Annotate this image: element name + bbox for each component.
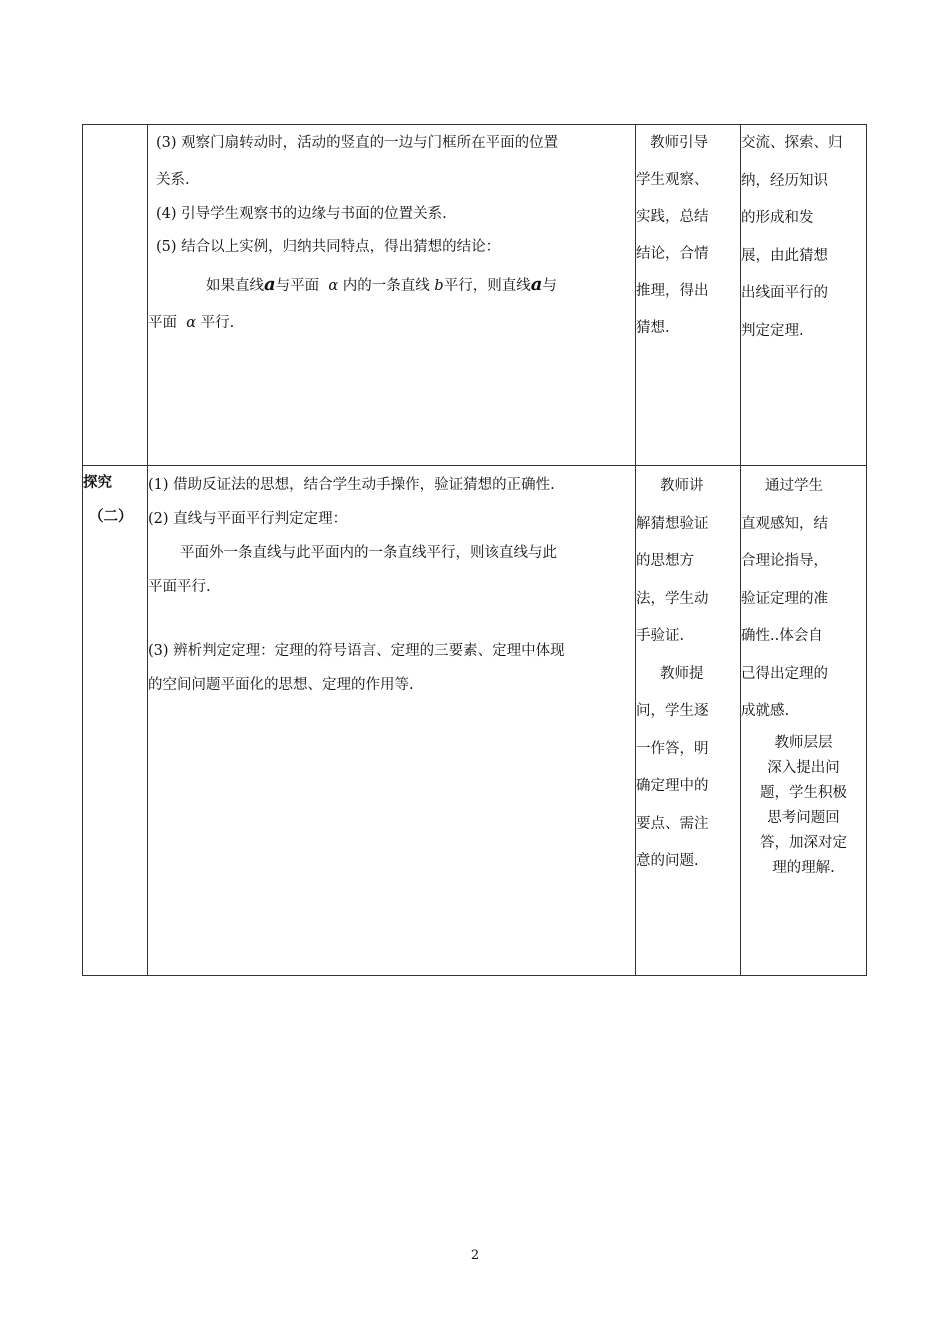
intent-line: 直观感知，结 xyxy=(741,515,828,532)
intent-line: 思考问题回 xyxy=(767,809,840,826)
plane-alpha: α xyxy=(186,315,197,331)
stage-label-cell xyxy=(83,466,148,976)
teacher-line: 推理，得出 xyxy=(636,283,709,299)
page-number: 2 xyxy=(470,1248,480,1263)
design-intent-cell xyxy=(741,125,867,466)
step-1: (1) 借助反证法的思想，结合学生动手操作，验证猜想的正确性. xyxy=(148,477,555,493)
teacher-line: 教师提 xyxy=(660,665,704,682)
step-2: (2) 直线与平面平行判定定理： xyxy=(148,511,348,527)
intent-line: 判定定理. xyxy=(741,322,804,339)
step-3-line-1: (3) 观察门扇转动时，活动的竖直的一边与门框所在平面的位置 xyxy=(156,135,559,151)
teacher-line: 结论，合情 xyxy=(636,246,709,262)
conjecture-text: 内的一条直线 xyxy=(342,278,430,294)
teacher-line: 一作答，明 xyxy=(636,740,709,757)
intent-line: 的形成和发 xyxy=(741,210,814,226)
table-row xyxy=(83,466,867,976)
conjecture-text: 与 xyxy=(542,278,557,294)
step-4: (4) 引导学生观察书的边缘与书面的位置关系. xyxy=(156,206,447,222)
step-3-line-2: 的空间问题平面化的思想、定理的作用等. xyxy=(148,677,414,693)
teacher-line: 解猜想验证 xyxy=(636,515,709,532)
intent-line: 教师层层 xyxy=(774,734,833,751)
theorem-line-1: 平面外一条直线与此平面内的一条直线平行，则该直线与此 xyxy=(180,545,557,561)
content-cell xyxy=(148,125,636,466)
variable-a: a xyxy=(264,274,276,295)
conjecture-text: 如果直线 xyxy=(206,278,264,294)
teacher-line: 问，学生逐 xyxy=(636,703,709,719)
teacher-line: 教师引导 xyxy=(650,135,708,151)
intent-line: 理的理解. xyxy=(772,859,835,876)
intent-line: 己得出定理的 xyxy=(741,665,828,682)
conjecture-line-1 xyxy=(148,266,635,305)
intent-line: 通过学生 xyxy=(765,478,823,494)
theorem-line-2: 平面平行. xyxy=(148,579,211,595)
plane-alpha: α xyxy=(328,278,339,294)
lesson-plan-table xyxy=(82,124,867,976)
stage-label-cell xyxy=(83,125,148,466)
teacher-line: 意的问题. xyxy=(636,853,699,869)
teacher-activity-cell xyxy=(636,466,741,976)
teacher-line: 学生观察、 xyxy=(636,172,709,188)
teacher-line: 猜想. xyxy=(636,320,670,336)
stage-label-line-1: 探究 xyxy=(83,475,112,491)
table-row xyxy=(83,125,867,466)
intent-line: 答，加深对定 xyxy=(760,834,847,851)
conjecture-text: 平面 xyxy=(148,315,177,331)
content-cell xyxy=(148,466,636,976)
step-5: (5) 结合以上实例，归纳共同特点，得出猜想的结论： xyxy=(156,239,501,255)
intent-line: 交流、探索、归 xyxy=(741,135,843,151)
intent-line: 确性..体会自 xyxy=(741,628,823,644)
conjecture-text: 平行，则直线 xyxy=(443,278,531,294)
teacher-line: 教师讲 xyxy=(660,478,704,494)
variable-b: b xyxy=(434,278,444,294)
step-3-line-2: 关系. xyxy=(156,172,190,188)
spacer xyxy=(148,604,635,634)
teacher-line: 要点、需注 xyxy=(636,815,709,832)
variable-a: a xyxy=(530,274,543,295)
teacher-activity-cell xyxy=(636,125,741,466)
intent-line: 展，由此猜想 xyxy=(741,247,828,264)
teacher-line: 实践，总结 xyxy=(636,209,709,225)
intent-line: 验证定理的准 xyxy=(741,590,828,607)
intent-line: 纳，经历知识 xyxy=(741,172,828,189)
design-intent-cell xyxy=(741,466,867,976)
conjecture-text: 与平面 xyxy=(275,278,320,294)
intent-line: 深入提出问 xyxy=(767,759,840,776)
step-3-line-1: (3) 辨析判定定理：定理的符号语言、定理的三要素、定理中体现 xyxy=(148,643,565,659)
stage-label-line-2: （二） xyxy=(89,509,133,525)
conjecture-line-2 xyxy=(148,305,635,342)
teacher-line: 确定理中的 xyxy=(636,778,709,794)
teacher-line: 手验证. xyxy=(636,628,685,644)
intent-line: 成就感. xyxy=(741,703,790,719)
conjecture-text: 平行. xyxy=(200,315,235,331)
intent-line: 题，学生积极 xyxy=(760,784,847,801)
intent-line: 合理论指导， xyxy=(741,553,828,569)
intent-line: 出线面平行的 xyxy=(741,285,828,301)
teacher-line: 法，学生动 xyxy=(636,590,709,607)
teacher-line: 的思想方 xyxy=(636,553,694,569)
